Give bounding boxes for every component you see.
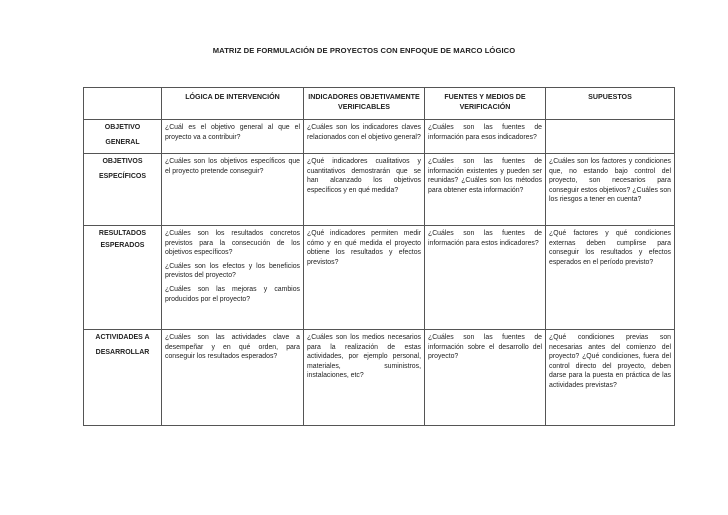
cell-paragraph: ¿Cuáles son los objetivos específicos que el proyecto pretende conseguir?: [165, 158, 300, 175]
logical-framework-matrix: [83, 87, 675, 426]
row-header: [84, 120, 162, 154]
row-header-line2: DESARROLLAR: [95, 348, 150, 356]
row-header: [84, 330, 162, 426]
table-row-actividades: [84, 330, 675, 426]
row-header-line2: ESPERADOS: [100, 241, 145, 249]
cell-paragraph: ¿Qué indicadores permiten medir cómo y en qué medida el proyecto obtiene los resultados y efectos previstos?: [307, 230, 421, 266]
cell-paragraph: ¿Qué indicadores cualitativos y cuantitativos demostrarán que se han alcanzado los objetivos específicos y en qué medida?: [307, 158, 421, 194]
row-header-line2: ESPECÍFICOS: [98, 172, 147, 180]
header-logica: LÓGICA DE INTERVENCIÓN: [162, 88, 304, 120]
row-header-line1: OBJETIVO: [104, 124, 141, 131]
table-row-objetivo-general: [84, 120, 675, 154]
cell-logica: [162, 120, 304, 154]
cell-indicadores: [304, 154, 425, 226]
row-header-line1: ACTIVIDADES A: [95, 334, 150, 341]
row-header-line2: GENERAL: [105, 138, 140, 146]
row-header-line1: RESULTADOS: [98, 230, 147, 237]
cell-indicadores: [304, 330, 425, 426]
cell-logica: [162, 154, 304, 226]
cell-supuestos: [546, 330, 675, 426]
cell-fuentes: [425, 120, 546, 154]
cell-paragraph: ¿Cuáles son los resultados concretos previstos para la consecución de los objetivos específicos?: [165, 230, 300, 257]
cell-fuentes: [425, 330, 546, 426]
cell-supuestos: [546, 120, 675, 154]
cell-paragraph: ¿Cuáles son las mejoras y cambios producidos por el proyecto?: [165, 285, 300, 303]
cell-supuestos: [546, 226, 675, 330]
cell-paragraph: ¿Cuáles son los factores y condiciones que, no estando bajo control del proyecto, son necesarios para conseguir estos objetivos? ¿Cuáles son los riesgos a tener en cuenta?: [549, 158, 671, 204]
document-title: MATRIZ DE FORMULACIÓN DE PROYECTOS CON ENFOQUE DE MARCO LÓGICO: [212, 46, 516, 55]
cell-paragraph: ¿Cuáles son las actividades clave a desempeñar y en qué orden, para conseguir los resultados esperados?: [165, 334, 300, 361]
header-indicadores: INDICADORES OBJETIVAMENTE VERIFICABLES: [304, 88, 425, 120]
cell-paragraph: ¿Cuáles son los efectos y los beneficios previstos del proyecto?: [165, 262, 300, 280]
cell-indicadores: [304, 120, 425, 154]
cell-fuentes: [425, 226, 546, 330]
cell-logica: [162, 226, 304, 330]
row-header-line1: OBJETIVOS: [102, 158, 143, 165]
cell-paragraph: ¿Cuáles son las fuentes de información existentes y pueden ser reunidas? ¿Cuáles son los métodos para obtener esta información?: [428, 158, 542, 194]
cell-paragraph: ¿Qué condiciones previas son necesarias antes del comienzo del proyecto? ¿Qué condiciones, fuera del control directo del proyecto, deben darse para la puesta en práctica de las actividades previstas?: [549, 334, 671, 389]
table-row-resultados-esperados: [84, 226, 675, 330]
header-supuestos: SUPUESTOS: [546, 88, 675, 120]
header-empty-cell: [84, 88, 162, 120]
row-header: [84, 154, 162, 226]
cell-paragraph: ¿Cuáles son las fuentes de información para esos indicadores?: [428, 124, 542, 141]
cell-paragraph: ¿Cuáles son los indicadores claves relacionados con el objetivo general?: [307, 124, 421, 141]
row-header: [84, 226, 162, 330]
cell-paragraph: ¿Cuáles son las fuentes de información para estos indicadores?: [428, 230, 542, 247]
header-fuentes: FUENTES Y MEDIOS DE VERIFICACIÓN: [425, 88, 546, 120]
table-row-objetivos-especificos: [84, 154, 675, 226]
cell-paragraph: ¿Cuáles son las fuentes de información sobre el desarrollo del proyecto?: [428, 334, 542, 361]
cell-paragraph: ¿Qué factores y qué condiciones externas deben cumplirse para conseguir los resultados y efectos esperados en el período previsto?: [549, 230, 671, 266]
header-row: [84, 88, 675, 120]
cell-paragraph: ¿Cuál es el objetivo general al que el proyecto va a contribuir?: [165, 124, 300, 141]
cell-logica: [162, 330, 304, 426]
cell-indicadores: [304, 226, 425, 330]
cell-supuestos: [546, 154, 675, 226]
cell-fuentes: [425, 154, 546, 226]
cell-paragraph: ¿Cuáles son los medios necesarios para la realización de estas actividades, por ejemplo personal, materiales, suministros, instalaciones, etc?: [307, 334, 421, 380]
